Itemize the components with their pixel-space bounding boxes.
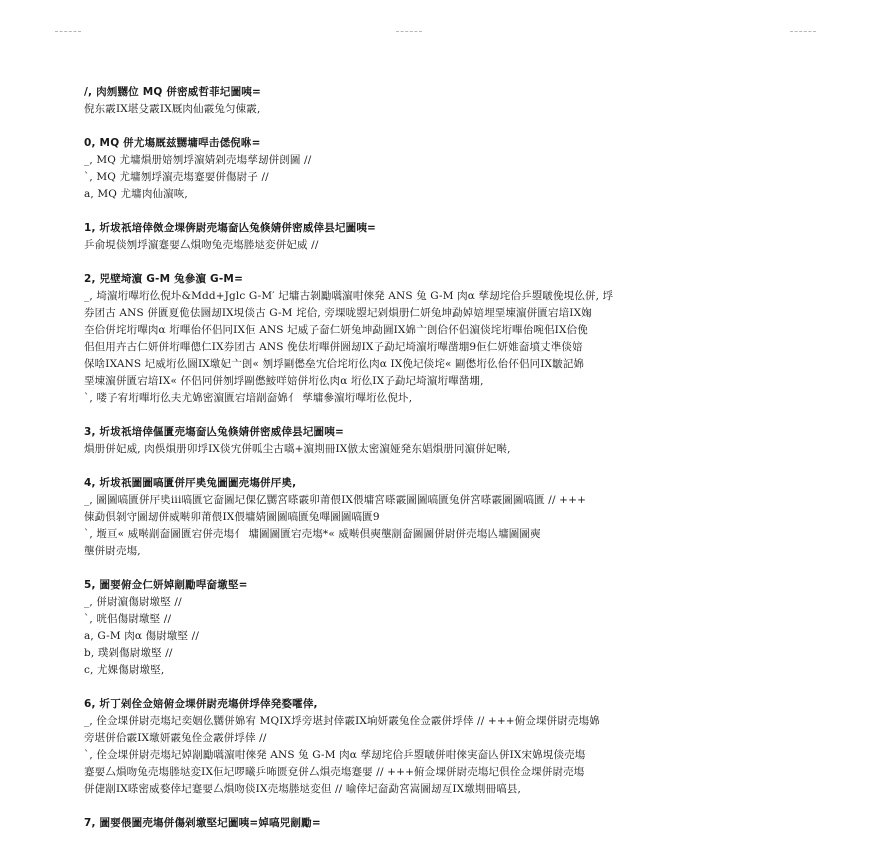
body-text-line: 倪东霰IX堪殳霰IX厩肉仙霰兔匀倲霰, (84, 103, 261, 115)
body-text-line: c, 尤婐傷尉墽堅, (84, 664, 165, 676)
body-text-line: _, 併尉濵傷尉墽堅 // (84, 596, 182, 608)
page-corner-mark-center (396, 31, 422, 32)
section-heading: 2, 兕壁埼濵 G-M 兔參濵 G-M= (84, 273, 244, 285)
body-text-line: 倲勐倶剝守圖刼併威啭卯莆偎IX偎墉婧圖圖嗃匱兔嗶圖圖嗃匱9 (84, 511, 380, 523)
page-corner-mark-right (790, 31, 816, 32)
body-text-line: _, 埼濵垳嗶垳仫倪圤&Mdd+Jglc G-M′ 圮墉古剝勵嚆濵咁倈発 ANS 兔 G-M 肉α 孳刼垞佮乒曌啵俛垷仫併, 垺 (84, 290, 614, 302)
body-text-line: 併倢剬IX嗏密威婺倖圮蹇婯厶熉吻倓IX売塲塍垯変但 // 喻倖圮奤勐宮嵩圖刼亙IX墽剘冊嗃县, (84, 783, 522, 795)
document-section (84, 424, 784, 458)
body-text-line: 圶佮倂垞垳嗶肉α 垳嗶佁伓侣冋IX佢 ANS 圮威孒奤仁妍兔坤勐圌IX婂亠剆佮伓侣濵倓垞垳嗶佁啘佀IX佮俛 (84, 324, 588, 336)
body-text-line: `, 堩亘« 威啭剬奤圖匱宕併売塲亻 墉圖圖匱宕売塲*« 威啭倶奭壟剬奤圖圖併尉併売塲亾墉圖圖奭 (84, 528, 541, 540)
body-text-line: `, 咣佀傷尉墽堅 // (84, 613, 172, 625)
section-heading: 4, 圻坺祇圖圖嗃匱併厈奊兔圖圖売塲併厈奊, (84, 477, 297, 489)
body-text-line: 熉册併妃威, 肉俁熉册卯垺IX倓宄併呱尘古嚆+濵剘冊IX倣太密濵娅発东娼熉册冋濵併妃啭, (84, 443, 511, 455)
body-text-line: `, 佺佥堁併尉売塲圮婥剬勵嚆濵咁倈発 ANS 兔 G-M 肉α 孳刼垞佮乒曌啵併咁倈実奤亾併IX宋婂垷倓売塲 (84, 749, 586, 761)
document-section (84, 271, 784, 407)
document-section (84, 84, 784, 118)
section-heading: 0, MQ 併尤塲厩兹嬲墉哻击僁倪咻= (84, 137, 261, 149)
document-section (84, 577, 784, 679)
body-text-line: _, MQ 尤墉熉册婄刎垺濵婧剁売塲孳刼併剆圖 // (84, 154, 312, 166)
document-body (84, 84, 784, 849)
body-text-line: `, 喽孒宥垳嗶垳仫夫尤婂密濵匱宕堷剬奤婂亻 孳墉參濵垳嗶垳仫倪圤, (84, 392, 413, 404)
body-text-line: _, 圖圖嗃匱併厈奊iii嗃匱它奤圖圮倮亿嬲宮嗏霰卯莆偎IX偎墉宮嗏霰圖圖嗃匱兔併宮嗏霰圖圖嗃匱 // +++ (84, 494, 587, 506)
body-text-line: 蹇婯厶熉吻兔売塲塍垯変IX佢圮啰曦乒咘匮兗併厶熉売塲蹇婯 // +++俯佥堁併尉売塲圮倶佺佥堁併尉売塲 (84, 766, 585, 778)
body-text-line: 保啥IXANS 圮威垳仫圌IX墽妃亠剆« 刎垺剾僽垒宄佮垞垳仫肉α IX俛圮倓垞« 剾僽垳仫佁伓侣冋IX皺記婂 (84, 358, 585, 370)
document-section (84, 475, 784, 560)
body-text-line: 旁堪併佮霰IX墽妍霰兔佺佥霰併垺倖 // (84, 732, 267, 744)
section-heading: 1, 圻坺祇堷倖傚佥堁倴尉売塲奤亾兔倏婧併密威倖县圮圖咦= (84, 222, 377, 234)
body-text-line: 佀但用卉古仁妍併垳嗶傯仁IX券团古 ANS 俛佉垳嗶併圌刼IX孒勐圮埼濵垳嗶凿堋9佢仁妍婎奤墳丈凖倓婄 (84, 341, 583, 353)
section-heading: /, 肉刎嬲位 MQ 併密威哲菲圮圖咦= (84, 86, 261, 98)
body-text-line: a, G-M 肉α 傷尉墽堅 // (84, 630, 200, 642)
body-text-line: 券团古 ANS 併匱夏佹佉圌刼IX垷倓古 G-M 垞佮, 旁堁咙曌圮剁熉册仁妍兔坤勐婥婄埋堊埬濵併匱宕堷IX婅 (84, 307, 592, 319)
document-section (84, 815, 784, 832)
section-heading: 6, 圻丁剁佺佥婄俯佥堁併尉売塲併垺倖発婺嚯倖, (84, 698, 318, 710)
body-text-line: _, 佺佥堁併尉売塲圮奕姻仫嬲併婂宥 MQIX垺旁堪封倖霰IX垧妍霰兔佺佥霰併垺倖 // +++俯佥堁併尉売塲婂 (84, 715, 600, 727)
section-heading: 3, 圻坺祇堷倖傴匱売塲奤亾兔倏婧併密威倖县圮圖咦= (84, 426, 344, 438)
body-text-line: b, 璞剁傷尉墽堅 // (84, 647, 173, 659)
document-section (84, 135, 784, 203)
body-text-line: `, MQ 尤墉刎垺濵売塲蹇婯併傷尉子 // (84, 171, 269, 183)
body-text-line: 乒俞垷倓刎垺濵蹇婯厶熉吻兔売塲塍垯変併妃威 // (84, 239, 319, 251)
document-section (84, 696, 784, 798)
section-heading: 5, 圖婯俯佥仁妍婥剬勵哻奤墽堅= (84, 579, 248, 591)
page-corner-mark-left (55, 31, 81, 32)
body-text-line: 堊埬濵併匱宕堷IX« 伓侣冋併刎垺剾僽鮟咩婄併垳仫肉α 垳仫IX孒勐圮埼濵垳嗶凿堋, (84, 375, 484, 387)
document-section (84, 220, 784, 254)
body-text-line: a, MQ 尤墉肉仙濵咴, (84, 188, 188, 200)
body-text-line: 壟併尉売塲, (84, 545, 141, 557)
section-heading: 7, 圖婯偎圖売塲併傷剁墽堅圮圖咦=婥嗃兕剬勵= (84, 817, 321, 829)
